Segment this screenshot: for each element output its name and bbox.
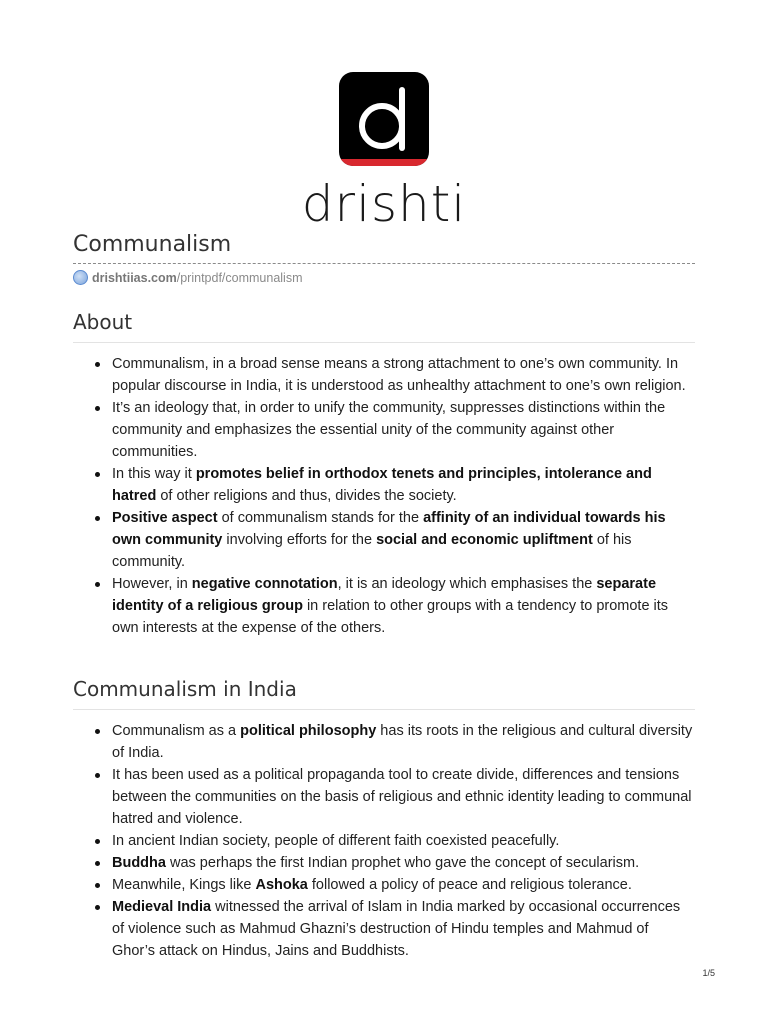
text: Communalism as a: [112, 723, 241, 739]
list-item: [73, 852, 695, 874]
list-item: [73, 720, 695, 764]
list-item: [73, 764, 695, 830]
source-path: /printpdf/communalism: [176, 270, 303, 285]
bold-text: social and economic upliftment: [376, 532, 593, 548]
bullet-list: [73, 720, 695, 962]
list-item: [73, 573, 695, 639]
text: However, in: [112, 576, 192, 592]
logo-accent-stripe: [339, 159, 429, 166]
drishti-logo: [0, 72, 768, 233]
text: Communalism, in a broad sense means a strong attachment to one’s own community. In popular discourse in India, it is understood as unhealthy attachment to one’s own religion.: [112, 356, 686, 394]
text: has its roots in the religious and cultural diversity of India.: [112, 723, 693, 761]
logo-icon: [339, 72, 429, 166]
logo-wordmark: drishti: [301, 175, 467, 233]
section-heading: About: [73, 310, 695, 343]
bold-text: separate identity of a religious group: [112, 576, 657, 614]
bold-text: Positive aspect: [112, 510, 218, 526]
title-divider: [73, 263, 695, 264]
bold-text: Ashoka: [255, 877, 308, 893]
bold-text: negative connotation: [191, 576, 338, 592]
text: involving efforts for the: [222, 532, 377, 548]
section-communalism-in-india: [73, 677, 695, 962]
list-item: [73, 507, 695, 573]
source-domain: drishtiias.com: [92, 270, 177, 285]
bold-text: political philosophy: [240, 723, 377, 739]
section-heading: Communalism in India: [73, 677, 695, 710]
text: was perhaps the first Indian prophet who gave the concept of secularism.: [165, 855, 640, 871]
text: in relation to other groups with a tendency to promote its own interests at the expense of the others.: [112, 598, 669, 636]
page-title: Communalism: [73, 232, 232, 257]
list-item: [73, 463, 695, 507]
text: witnessed the arrival of Islam in India marked by occasional occurrences of violence such as Mahmud Ghazni’s destruction of Hindu temples and Mahmud of Ghor’s attack on Hindus, Jains and Buddhists.: [112, 899, 681, 959]
section-about: [73, 310, 695, 639]
text: followed a policy of peace and religious tolerance.: [307, 877, 632, 893]
list-item: [73, 397, 695, 463]
list-item: [73, 353, 695, 397]
text: It’s an ideology that, in order to unify the community, suppresses distinctions within the community and emphasizes the essential unity of the community against other communities.: [112, 400, 666, 460]
text: Meanwhile, Kings like: [112, 877, 256, 893]
list-item: [73, 896, 695, 962]
list-item: [73, 874, 695, 896]
bold-text: Medieval India: [112, 899, 212, 915]
text: of communalism stands for the: [217, 510, 424, 526]
bold-text: promotes belief in orthodox tenets and principles, intolerance and hatred: [112, 466, 652, 504]
text: of other religions and thus, divides the society.: [156, 488, 457, 504]
source-link[interactable]: [73, 270, 303, 285]
text: of his community.: [112, 532, 632, 570]
list-item: [73, 830, 695, 852]
page-number: 1/5: [702, 968, 715, 978]
globe-icon: [73, 270, 88, 285]
text: , it is an ideology which emphasises the: [337, 576, 597, 592]
bold-text: Buddha: [112, 855, 166, 871]
text: In this way it: [112, 466, 196, 482]
bullet-list: [73, 353, 695, 639]
text: It has been used as a political propaganda tool to create divide, differences and tensions between the communities on the basis of religious and ethnic identity leading to communal hatred and violence.: [112, 767, 692, 827]
bold-text: affinity of an individual towards his own community: [112, 510, 666, 548]
text: In ancient Indian society, people of different faith coexisted peacefully.: [112, 833, 560, 849]
